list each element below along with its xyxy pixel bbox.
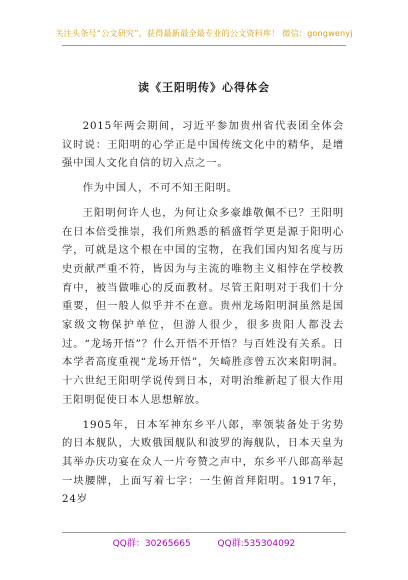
footer (0, 536, 408, 549)
paragraph: 王阳明何许人也，为何让众多豪雄敬佩不已？王阳明在日本倍受推崇，我们所熟悉的稻盛哲学更是源于阳明心学，可就是这个根在中国的宝物，在我们国内知名度与历史贡献严重不符，皆因为与主流的唯物主义相悖在学校教育中，被当做唯心的反面教材。尽管王阳明对于我们十分重要，但一般人似乎并不在意。贵州龙场阳明洞虽然是国家级文物保护单位，但游人很少，很多贵阳人都没去过。“龙场开悟”？什么开悟不开悟？与百姓没有关系。日本学者高度重视“龙场开悟”，矢崎胜彦曾五次来阳明洞。十六世纪王阳明学说传到日本，对明治维新起了很大作用王阳明促使日本人思想解放。 (62, 206, 344, 406)
header-divider (62, 45, 346, 46)
qq-group-1: QQ群：30265665 (112, 539, 191, 549)
header-banner: 关注头条号“公文研究”，获得最新最全最专业的公文资料库！ 微信：gongwenyj (55, 28, 353, 38)
document-body (62, 117, 344, 515)
paragraph: 作为中国人，不可不知王阳明。 (82, 182, 238, 195)
paragraph: 2015年两会期间，习近平参加贵州省代表团全体会议时说：王阳明的心学正是中国传统文化中的精华，是增强中国人文化自信的切入点之一。 (62, 120, 344, 170)
footer-divider (62, 532, 346, 533)
document-title: 读《王阳明传》心得体会 (138, 81, 270, 94)
paragraph: 1905年，日本军神东乡平八郎，率领装备处于劣势的日本舰队，大败俄国舰队和波罗的海舰队，日本天皇为其举办庆功宴在众人一片夸赞之声中，东乡平八郎高举起一块腰牌，上面写着七字：一生俯首拜阳明。1917年，24岁 (62, 418, 344, 506)
qq-group-2: QQ群:535304092 (217, 539, 296, 549)
